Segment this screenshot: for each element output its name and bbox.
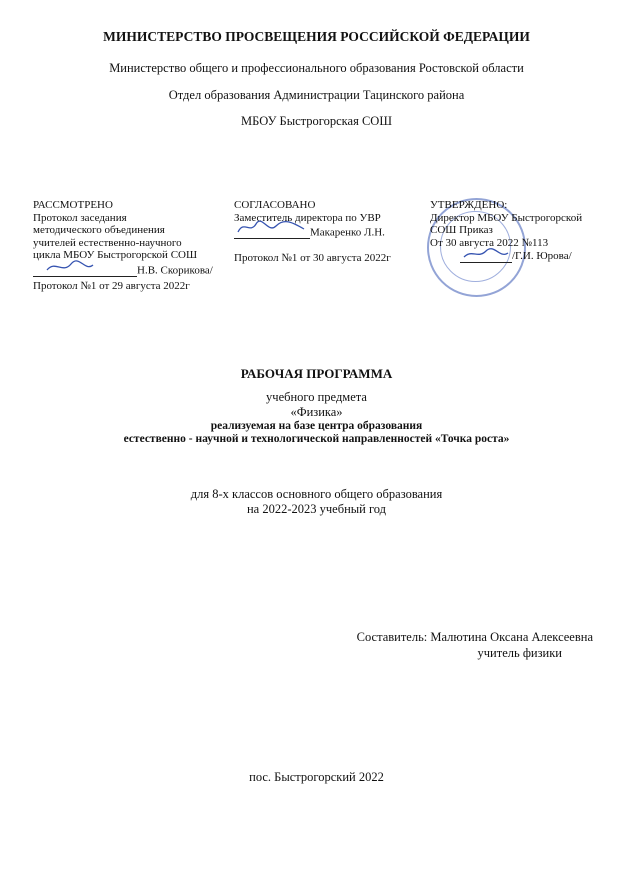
agreed-position: Заместитель директора по УВР [234, 211, 381, 224]
approved-heading: УТВЕРЖДЕНО: [430, 199, 508, 211]
approved-line: Директор МБОУ Быстрогорской [430, 211, 583, 224]
reviewed-line: методического объединения [33, 224, 165, 236]
signature-scribble [460, 247, 512, 261]
basis-line-2: естественно - научной и технологической направленностей «Точка роста» [123, 433, 510, 445]
signature-scribble [33, 260, 137, 274]
school-name: МБОУ Быстрогорская СОШ [241, 114, 392, 128]
reviewed-line: Протокол заседания [33, 211, 127, 224]
compiler: Составитель: Малютина Оксана Алексеевна [356, 630, 593, 644]
footer-place-year: пос. Быстрогорский 2022 [249, 770, 384, 784]
reviewed-line: цикла МБОУ Быстрогорской СОШ [33, 249, 198, 261]
year-line: на 2022-2023 учебный год [246, 502, 387, 516]
subject-label: учебного предмета [266, 390, 367, 404]
reviewed-block [33, 199, 213, 292]
approved-signature-line [430, 250, 582, 263]
approved-sign-name: /Г.И. Юрова/ [512, 250, 572, 262]
signature-mark [460, 251, 512, 263]
agreed-protocol: Протокол №1 от 30 августа 2022г [234, 252, 391, 264]
signature-scribble [234, 220, 310, 236]
regional-ministry: Министерство общего и профессионального образования Ростовской области [109, 61, 524, 75]
reviewed-heading: РАССМОТРЕНО [33, 199, 113, 211]
subject-name: «Физика» [290, 405, 343, 419]
agreed-heading: СОГЛАСОВАНО [234, 199, 316, 211]
agreed-sign-name: Макаренко Л.Н. [310, 226, 385, 239]
approved-block [430, 199, 582, 263]
approved-line: От 30 августа 2022 №113 [430, 236, 549, 249]
reviewed-signature-line [33, 264, 213, 277]
basis-line-1: реализуемая на базе центра образования [210, 420, 423, 432]
compiler-role: учитель физики [477, 646, 562, 660]
agreed-signature-line [234, 226, 391, 239]
ministry-heading: МИНИСТЕРСТВО ПРОСВЕЩЕНИЯ РОССИЙСКОЙ ФЕДЕРАЦИИ [103, 29, 530, 44]
signature-mark [234, 226, 310, 239]
agreed-block [234, 199, 391, 265]
reviewed-sign-name: Н.В. Скорикова/ [137, 264, 213, 276]
department: Отдел образования Администрации Тацинского района [168, 88, 465, 102]
classes-line: для 8-х классов основного общего образования [190, 487, 443, 501]
signature-mark [33, 264, 137, 277]
reviewed-line: учителей естественно-научного [33, 236, 182, 249]
program-title: РАБОЧАЯ ПРОГРАММА [240, 366, 393, 381]
approved-line: СОШ Приказ [430, 224, 493, 236]
reviewed-protocol: Протокол №1 от 29 августа 2022г [33, 279, 190, 292]
